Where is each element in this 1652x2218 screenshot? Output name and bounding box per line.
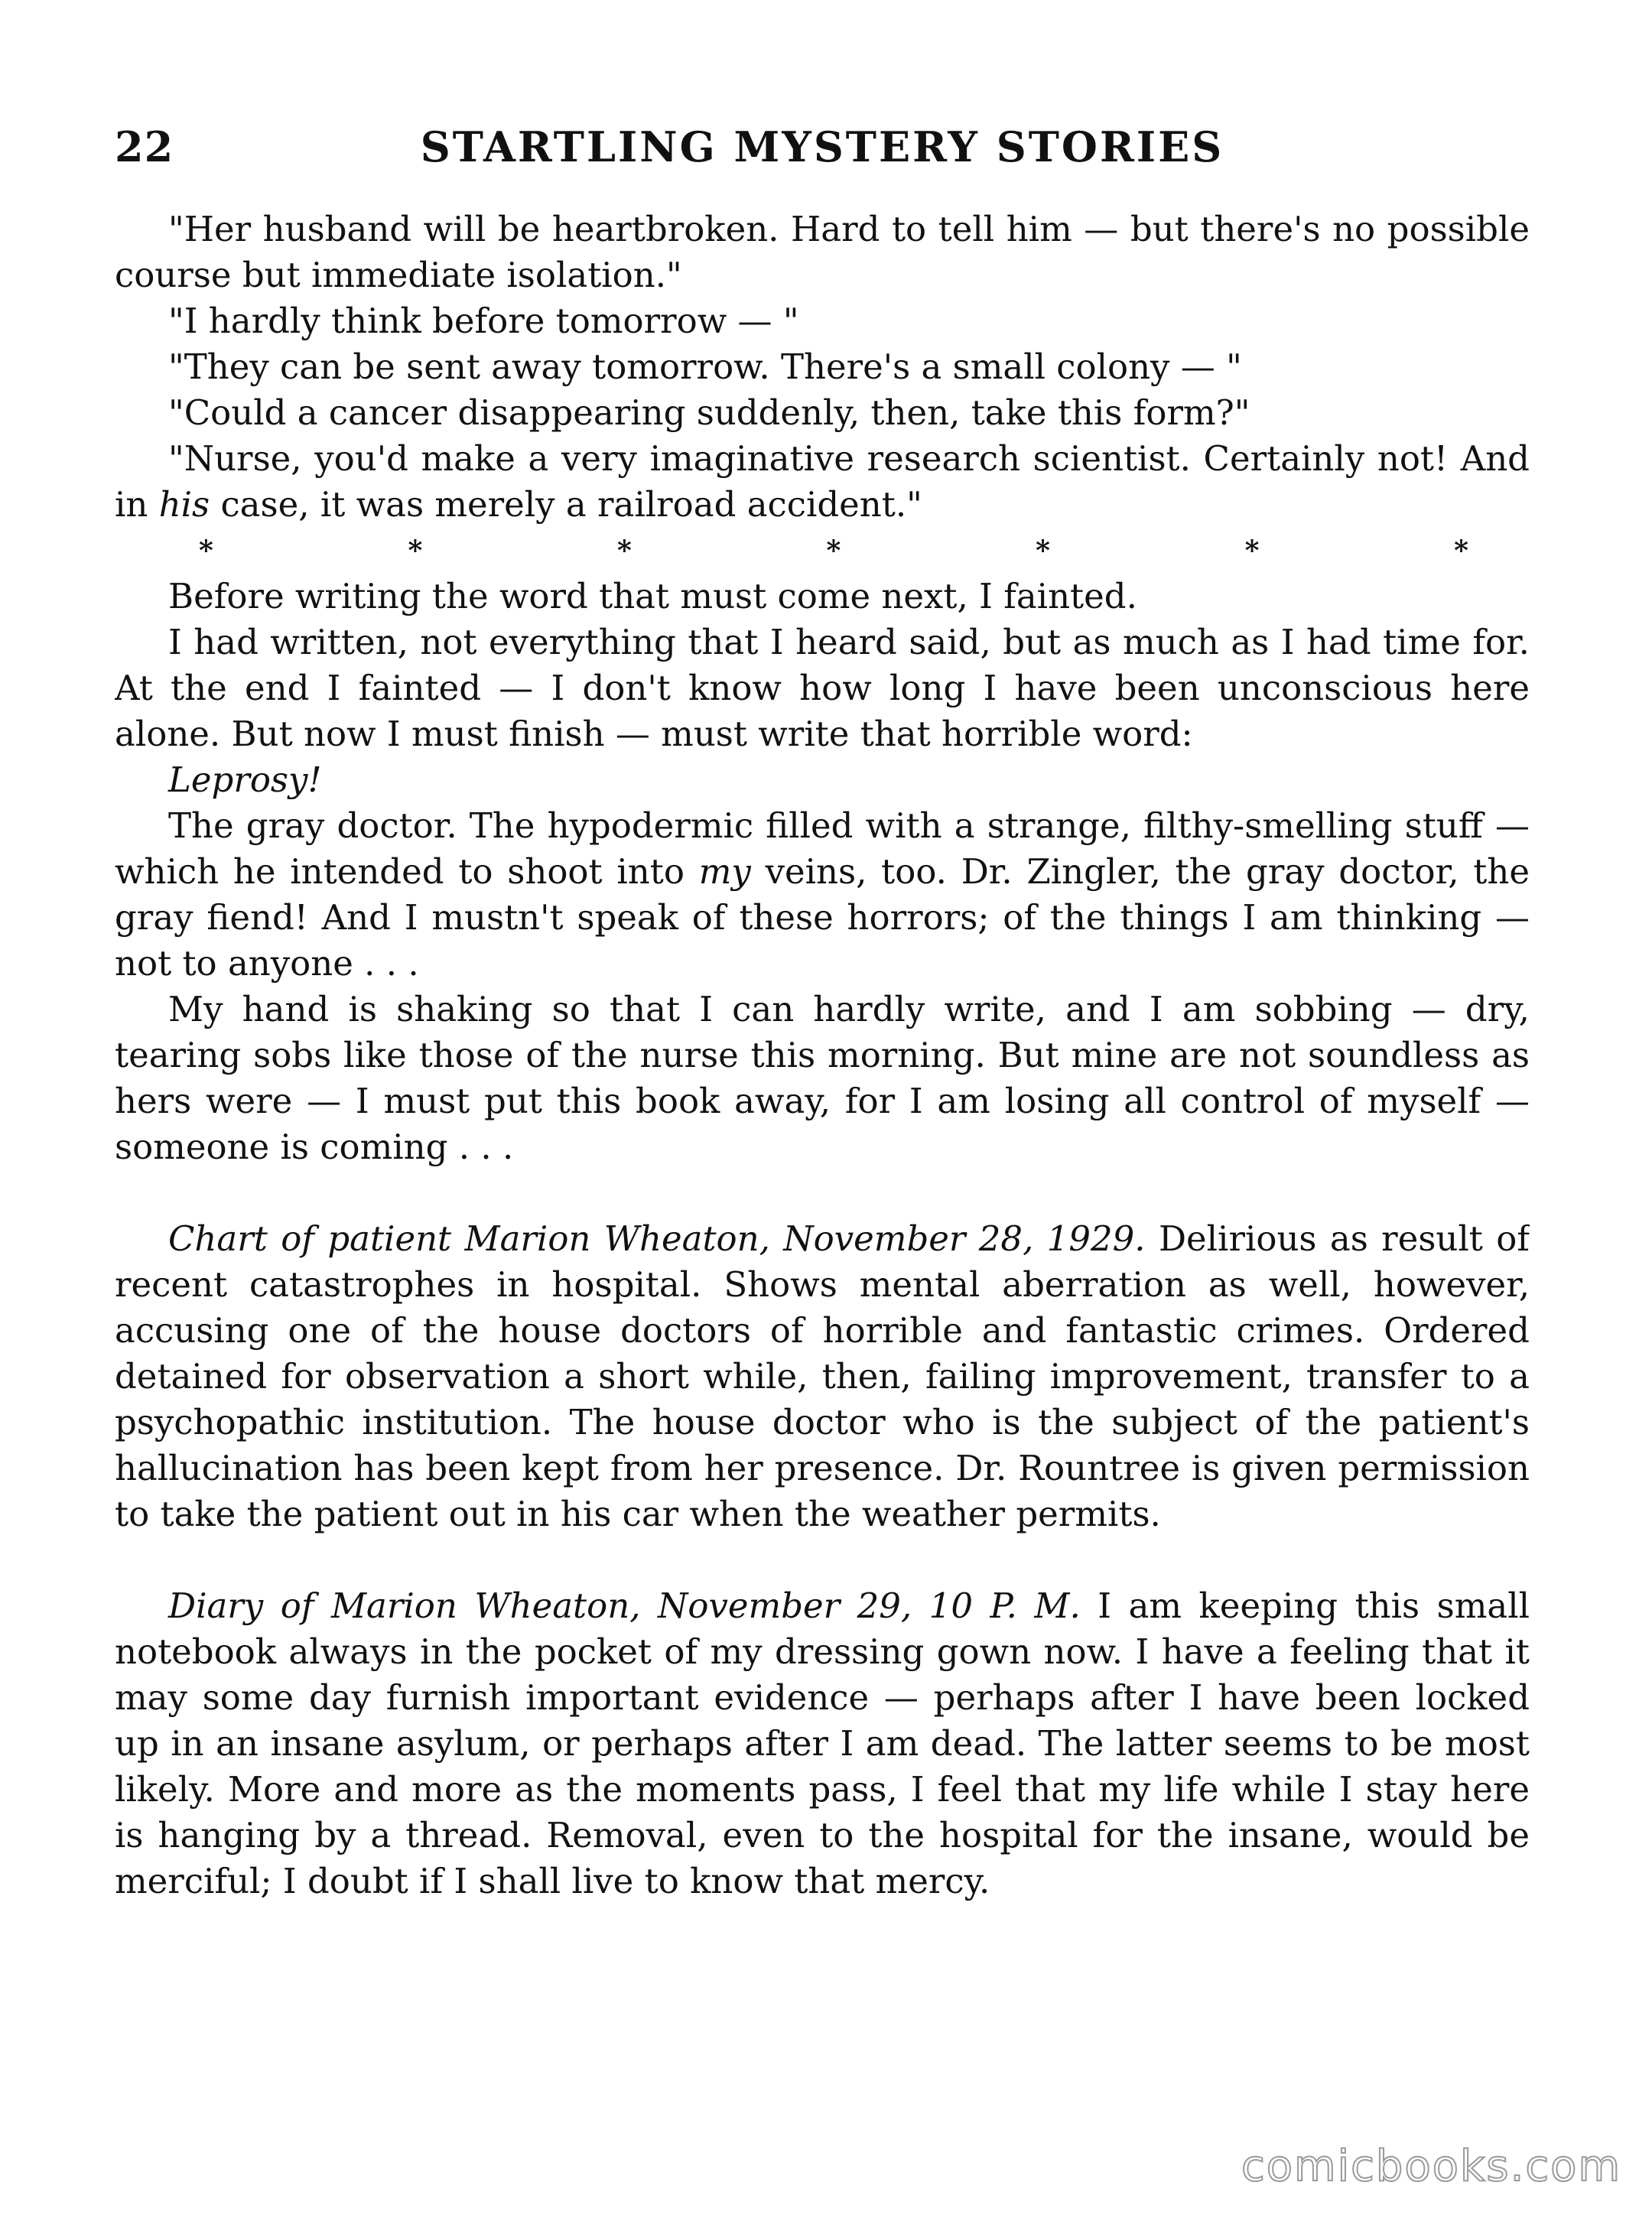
chart-heading: Chart of patient Marion Wheaton, November 28, 1929. [168,1218,1146,1259]
text-run: "Nurse, you'd make a very imaginative research scientist. Certainly not! And in [115,438,1530,525]
watermark-logo: comicbooks.com [1241,2142,1621,2191]
paragraph [115,436,1530,528]
section-gap [115,1170,1530,1216]
page-header [115,115,1530,207]
paragraph: I had written, not everything that I heard said, but as much as I had time for. At the end I fainted — I don't know how long I have been unconscious here alone. But now I must finish — must write that horrible word: [115,622,1530,754]
text-run: case, it was merely a railroad accident." [210,484,922,525]
story-text [115,207,1530,1904]
emphasis: his [158,484,210,525]
separator-star: * [1244,535,1260,567]
text-run: The gray doctor. The hypodermic filled with a strange, filthy-smelling stuff — which he intended to shoot into [115,805,1530,892]
section-gap [115,1537,1530,1583]
running-title: STARTLING MYSTERY STORIES [420,122,1224,171]
section-separator [115,528,1530,574]
paragraph [115,757,1530,803]
separator-star: * [1454,535,1468,567]
separator-star: * [408,535,423,567]
book-page [115,115,1530,2142]
separator-star: * [1036,535,1050,567]
emphasis: my [698,851,751,892]
emphasis: Leprosy! [168,759,322,800]
text-run: I am keeping this small notebook always in the pocket of my dressing gown now. I have a feeling that it may some day furnish important evidence — perhaps after I have been locked up in an insane asylum, or perhaps after I am dead. The latter seems to be most likely. More and more as the moments pass, I feel that my life while I stay here is hanging by a thread. Removal, even to the hospital for the insane, would be merciful; I doubt if I shall live to know that mercy. [115,1585,1530,1901]
text-run: Delirious as result of recent catastrophes in hospital. Shows mental aberration as well, however, accusing one of the house doctors of horrible and fantastic crimes. Ordered detained for observation a short while, then, failing improvement, transfer to a psychopathic institution. The house doctor who is the subject of the patient's hallucination has been kept from her presence. Dr. Rountree is given permission to take the patient out in his car when the weather permits. [115,1218,1530,1534]
separator-star: * [617,535,632,567]
paragraph: Before writing the word that must come next, I fainted. [168,576,1137,616]
diary-entry [115,1583,1530,1904]
paragraph: My hand is shaking so that I can hardly write, and I am sobbing — dry, tearing sobs like those of the nurse this morning. But mine are not soundless as hers were — I must put this book away, for I am losing all control of myself — someone is coming . . . [115,989,1530,1167]
chart-entry [115,1216,1530,1537]
paragraph: "They can be sent away tomorrow. There's a small colony — " [168,346,1242,387]
page-number: 22 [115,122,174,171]
paragraph: "Her husband will be heartbroken. Hard to tell him — but there's no possible course but immediate isolation." [115,209,1530,295]
paragraph: "I hardly think before tomorrow — " [168,301,799,341]
paragraph [115,803,1530,987]
diary-heading: Diary of Marion Wheaton, November 29, 10 P. M. [168,1585,1081,1626]
separator-star: * [826,535,841,567]
text-run: veins, too. Dr. Zingler, the gray doctor, the gray fiend! And I mustn't speak of these horrors; of the things I am thinking — not to anyone . . . [115,851,1530,984]
separator-star: * [199,535,213,567]
paragraph: "Could a cancer disappearing suddenly, then, take this form?" [168,392,1250,433]
